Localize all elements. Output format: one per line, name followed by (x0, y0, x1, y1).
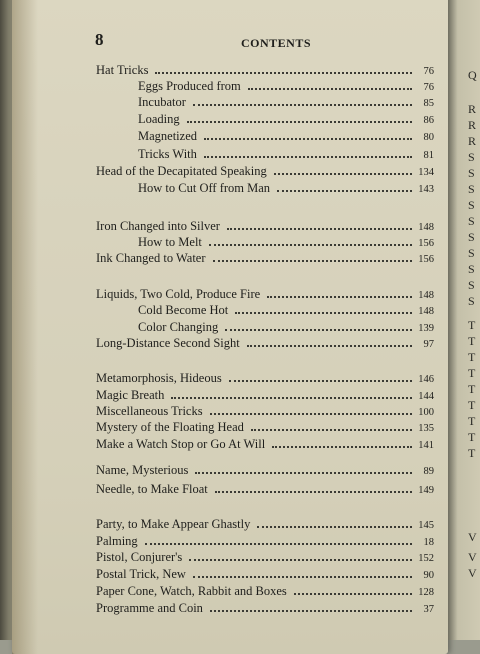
toc-entry-page-number: 90 (423, 570, 434, 581)
toc-entry-title: Party, to Make Appear Ghastly (96, 517, 251, 531)
toc-entry (138, 319, 434, 335)
toc-entry-page-number: 145 (418, 520, 434, 531)
toc-entry (96, 370, 434, 386)
toc-entry (96, 163, 434, 179)
adjacent-page-letter: V (468, 550, 477, 564)
toc-entry (138, 78, 434, 94)
adjacent-page-letter: S (468, 230, 475, 244)
dot-leader (213, 251, 413, 262)
adjacent-page-letter: S (468, 214, 475, 228)
toc-entry-title: Head of the Decapitated Speaking (96, 164, 267, 178)
toc-entry (96, 419, 434, 435)
adjacent-page-letter: T (468, 350, 476, 364)
toc-entry-page-number: 18 (423, 537, 434, 548)
toc-entry-title: Mystery of the Floating Head (96, 420, 244, 434)
dot-leader (248, 79, 412, 90)
adjacent-page-letter: R (468, 134, 477, 148)
dot-leader (209, 235, 412, 246)
toc-entry-page-number: 143 (418, 184, 434, 195)
toc-entry-page-number: 128 (418, 587, 434, 598)
toc-entry-page-number: 134 (418, 167, 434, 178)
toc-entry-title: Metamorphosis, Hideous (96, 371, 222, 385)
toc-entry-page-number: 135 (418, 423, 434, 434)
adjacent-page-letter: S (468, 262, 475, 276)
toc-entry-page-number: 97 (423, 339, 434, 350)
toc-entry-title: Magnetized (138, 129, 198, 143)
dot-leader (247, 336, 412, 347)
toc-entry-title: Eggs Produced from (138, 79, 241, 93)
toc-entry-title: Color Changing (138, 320, 219, 334)
dot-leader (155, 63, 412, 74)
toc-entry-title: Palming (96, 534, 138, 548)
toc-entry (138, 146, 434, 162)
toc-entry-title: How to Cut Off from Man (138, 181, 271, 195)
toc-entry-page-number: 86 (423, 115, 434, 126)
adjacent-page-letter: T (468, 318, 476, 332)
dot-leader (235, 303, 412, 314)
toc-entry-page-number: 148 (418, 290, 434, 301)
toc-entry-title: Pistol, Conjurer's (96, 550, 183, 564)
adjacent-page-letter: T (468, 414, 476, 428)
dot-leader (193, 567, 412, 578)
adjacent-page-letter: S (468, 166, 475, 180)
dot-leader (189, 550, 412, 561)
dot-leader (171, 388, 412, 399)
toc-entry-title: Long-Distance Second Sight (96, 336, 240, 350)
adjacent-page-letter: T (468, 366, 476, 380)
toc-entry (96, 218, 434, 234)
toc-entry-title: Liquids, Two Cold, Produce Fire (96, 287, 261, 301)
toc-entry (96, 600, 434, 616)
dot-leader (251, 420, 412, 431)
toc-entry-page-number: 152 (418, 553, 434, 564)
toc-entry-page-number: 149 (418, 485, 434, 496)
toc-entry (96, 462, 434, 478)
toc-entry-page-number: 80 (423, 132, 434, 143)
toc-entry (96, 549, 434, 565)
toc-entry (96, 387, 434, 403)
dot-leader (204, 147, 412, 158)
toc-entry (96, 62, 434, 78)
toc-entry-title: Loading (138, 112, 180, 126)
toc-entry (96, 566, 434, 582)
toc-entry (138, 128, 434, 144)
dot-leader (195, 463, 412, 474)
dot-leader (229, 371, 412, 382)
toc-entry-title: Postal Trick, New (96, 567, 186, 581)
toc-entry (96, 516, 434, 532)
toc-entry (138, 302, 434, 318)
toc-entry (138, 94, 434, 110)
toc-entry-page-number: 146 (418, 374, 434, 385)
adjacent-page-letter: S (468, 182, 475, 196)
toc-entry-title: Paper Cone, Watch, Rabbit and Boxes (96, 584, 287, 598)
contents-heading: CONTENTS (241, 36, 312, 50)
toc-entry-title: Tricks With (138, 147, 197, 161)
adjacent-page-letter: R (468, 118, 477, 132)
dot-leader (210, 601, 412, 612)
adjacent-page-letter: T (468, 446, 476, 460)
toc-entry-page-number: 148 (418, 306, 434, 317)
adjacent-page-letter: S (468, 294, 475, 308)
adjacent-page-letter: Q (468, 68, 477, 82)
dot-leader (215, 482, 412, 493)
toc-entry-page-number: 156 (418, 254, 434, 265)
toc-entry-title: Make a Watch Stop or Go At Will (96, 437, 266, 451)
dot-leader (277, 181, 412, 192)
dot-leader (204, 129, 412, 140)
toc-entry-page-number: 37 (423, 604, 434, 615)
toc-entry-title: Programme and Coin (96, 601, 203, 615)
toc-entry-title: Cold Become Hot (138, 303, 229, 317)
toc-entry (96, 436, 434, 452)
adjacent-page-letter: S (468, 246, 475, 260)
toc-entry (96, 533, 434, 549)
toc-entry-page-number: 76 (423, 82, 434, 93)
adjacent-page-letter: R (468, 102, 477, 116)
toc-entry (138, 111, 434, 127)
toc-entry-title: Miscellaneous Tricks (96, 404, 203, 418)
toc-entry-title: Name, Mysterious (96, 463, 189, 477)
adjacent-page-letter: V (468, 566, 477, 580)
dot-leader (210, 404, 412, 415)
toc-entry-title: Ink Changed to Water (96, 251, 206, 265)
toc-entry-title: How to Melt (138, 235, 202, 249)
dot-leader (227, 219, 412, 230)
toc-entry-title: Incubator (138, 95, 186, 109)
toc-entry (138, 180, 434, 196)
dot-leader (274, 164, 412, 175)
adjacent-page-letter: T (468, 430, 476, 444)
adjacent-page-letter: S (468, 278, 475, 292)
toc-entry-title: Hat Tricks (96, 63, 149, 77)
dot-leader (294, 584, 412, 595)
adjacent-page-letter: T (468, 382, 476, 396)
toc-entry (96, 250, 434, 266)
toc-entry-page-number: 76 (423, 66, 434, 77)
toc-entry-page-number: 89 (423, 466, 434, 477)
toc-entry-page-number: 144 (418, 391, 434, 402)
dot-leader (145, 534, 412, 545)
adjacent-page-letter: T (468, 398, 476, 412)
dot-leader (193, 95, 412, 106)
toc-entry (96, 403, 434, 419)
toc-entry-title: Magic Breath (96, 388, 165, 402)
toc-entry-page-number: 81 (423, 150, 434, 161)
adjacent-page-letter: V (468, 530, 477, 544)
adjacent-page-letter: S (468, 150, 475, 164)
toc-entry (96, 335, 434, 351)
toc-entry-page-number: 85 (423, 98, 434, 109)
dot-leader (225, 320, 412, 331)
toc-entry-page-number: 156 (418, 238, 434, 249)
adjacent-page-letter: T (468, 334, 476, 348)
toc-entry-title: Needle, to Make Float (96, 482, 208, 496)
dot-leader (187, 112, 412, 123)
toc-entry-page-number: 148 (418, 222, 434, 233)
toc-entry-page-number: 141 (418, 440, 434, 451)
toc-entry (96, 481, 434, 497)
toc-entry (96, 286, 434, 302)
dot-leader (272, 437, 412, 448)
toc-entry (138, 234, 434, 250)
toc-entry (96, 583, 434, 599)
dot-leader (267, 287, 412, 298)
adjacent-page-letter: S (468, 198, 475, 212)
toc-entry-title: Iron Changed into Silver (96, 219, 220, 233)
toc-entry-page-number: 100 (418, 407, 434, 418)
toc-entry-page-number: 139 (418, 323, 434, 334)
page-number: 8 (95, 30, 104, 49)
dot-leader (257, 517, 412, 528)
